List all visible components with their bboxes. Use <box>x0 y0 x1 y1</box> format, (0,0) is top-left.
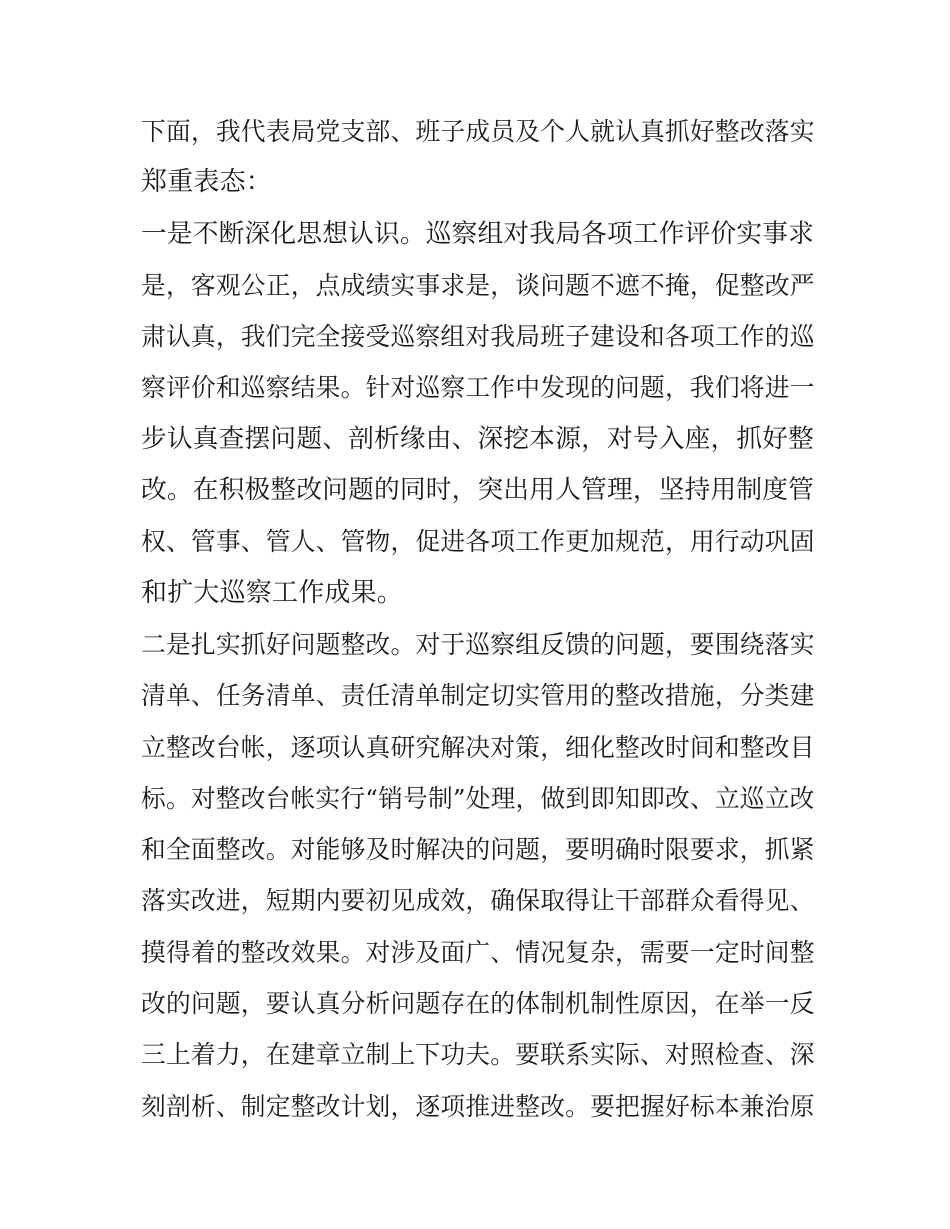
text-line: 和全面整改。对能够及时解决的问题，要明确时限要求，抓紧 <box>141 835 815 865</box>
text-line: 步认真查摆问题、剖析缘由、深挖本源，对号入座，抓好整 <box>141 423 815 454</box>
text-line: 摸得着的整改效果。对涉及面广、情况复杂，需要一定时间整 <box>141 937 815 967</box>
text-line: 改的问题，要认真分析问题存在的体制机制性原因，在举一反 <box>141 989 815 1019</box>
text-line: 郑重表态： <box>141 167 273 198</box>
text-line: 三上着力，在建章立制上下功夫。要联系实际、对照检查、深 <box>141 1040 815 1070</box>
text-line: 刻剖析、制定整改计划，逐项推进整改。要把握好标本兼治原 <box>141 1091 815 1121</box>
text-line: 是，客观公正，点成绩实事求是，谈问题不遮不掩，促整改严 <box>141 270 815 300</box>
text-line: 立整改台帐，逐项认真研究解决对策，细化整改时间和整改目 <box>141 732 815 762</box>
body-text <box>141 106 821 1132</box>
text-line: 肃认真，我们完全接受巡察组对我局班子建设和各项工作的巡 <box>141 322 815 352</box>
text-line: 和扩大巡察工作成果。 <box>141 577 404 608</box>
text-line: 二是扎实抓好问题整改。对于巡察组反馈的问题，要围绕落实 <box>141 629 815 659</box>
text-line: 察评价和巡察结果。针对巡察工作中发现的问题，我们将进一 <box>141 373 815 403</box>
text-line: 标。对整改台帐实行“销号制”处理，做到即知即改、立巡立改 <box>141 783 815 813</box>
text-line: 权、管事、管人、管物，促进各项工作更加规范，用行动巩固 <box>141 527 815 557</box>
text-line: 改。在积极整改问题的同时，突出用人管理，坚持用制度管 <box>141 475 815 506</box>
text-line: 清单、任务清单、责任清单制定切实管用的整改措施，分类建 <box>141 681 815 711</box>
text-line: 落实改进，短期内要初见成效，确保取得让干部群众看得见、 <box>141 886 815 916</box>
text-line: 下面，我代表局党支部、班子成员及个人就认真抓好整改落实 <box>141 117 815 146</box>
text-line: 一是不断深化思想认识。巡察组对我局各项工作评价实事求 <box>141 218 815 249</box>
